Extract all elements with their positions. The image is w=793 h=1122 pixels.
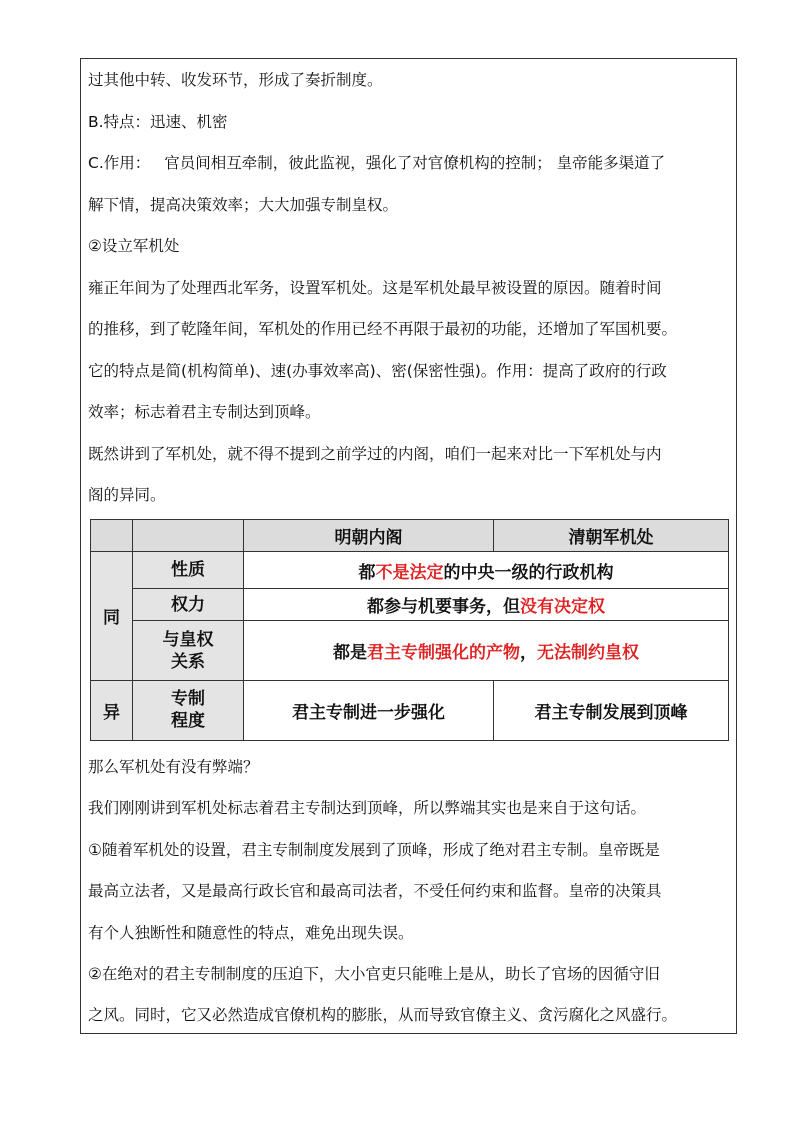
label: C.作用： [88, 154, 151, 172]
section-heading: ②设立军机处 [88, 237, 180, 255]
paragraph: 雍正年间为了处理西北军务，设置军机处。这是军机处最早被设置的原因。随着时间 [88, 279, 662, 297]
paragraph: 既然讲到了军机处，就不得不提到之前学过的内阁，咱们一起来对比一下军机处与内 [88, 445, 662, 463]
paragraph: B.特点：迅速、机密 [88, 113, 228, 131]
comparison-table [90, 519, 729, 741]
paragraph: 的推移，到了乾隆年间，军机处的作用已经不再限于最初的功能，还增加了军国机要。 [88, 320, 678, 338]
paragraph: 过其他中转、收发环节，形成了奏折制度。 [88, 71, 383, 89]
paragraph: 之风。同时，它又必然造成官僚机构的膨胀，从而导致官僚主义、贪污腐化之风盛行。 [88, 1006, 678, 1024]
header-empty [91, 520, 133, 552]
paragraph: 我们刚刚讲到军机处标志着君主专制达到顶峰，所以弊端其实也是来自于这句话。 [88, 799, 647, 817]
table-header-row [91, 520, 729, 552]
diff-label: 异 [91, 680, 133, 740]
table-row [91, 621, 729, 680]
header-ming: 明朝内阁 [244, 520, 494, 552]
row-label: 性质 [133, 552, 244, 589]
paragraph: 最高立法者，又是最高行政长官和最高司法者，不受任何约束和监督。皇帝的决策具 [88, 882, 662, 900]
row-label: 专制 程度 [133, 680, 244, 740]
row-label: 权力 [133, 589, 244, 621]
paragraph: 解下情，提高决策效率；大大加强专制皇权。 [88, 196, 399, 214]
paragraph: 效率；标志着君主专制达到顶峰。 [88, 403, 321, 421]
table-row [91, 552, 729, 589]
row-label: 与皇权 关系 [133, 621, 244, 680]
paragraph: 它的特点是简(机构简单)、速(办事效率高)、密(保密性强)。作用：提高了政府的行政 [88, 362, 667, 380]
same-label: 同 [91, 552, 133, 681]
table-row [91, 680, 729, 740]
text: 官员间相互牵制，彼此监视，强化了对官僚机构的控制； 皇帝能多渠道了 [164, 154, 666, 172]
paragraph: 有个人独断性和随意性的特点，难免出现失误。 [88, 924, 414, 942]
qing-value: 君主专制发展到顶峰 [494, 680, 729, 740]
header-empty [133, 520, 244, 552]
row-value: 都是君主专制强化的产物，无法制约皇权 [244, 621, 729, 680]
ming-value: 君主专制进一步强化 [244, 680, 494, 740]
table-row [91, 589, 729, 621]
paragraph: 那么军机处有没有弊端？ [88, 758, 259, 776]
paragraph: ①随着军机处的设置，君主专制制度发展到了顶峰，形成了绝对君主专制。皇帝既是 [88, 841, 660, 859]
row-value: 都不是法定的中央一级的行政机构 [244, 552, 729, 589]
paragraph: 阁的异同。 [88, 486, 166, 504]
paragraph [88, 153, 665, 173]
header-qing: 清朝军机处 [494, 520, 729, 552]
paragraph: ②在绝对的君主专制制度的压迫下，大小官吏只能唯上是从，助长了官场的因循守旧 [88, 965, 660, 983]
row-value: 都参与机要事务，但没有决定权 [244, 589, 729, 621]
